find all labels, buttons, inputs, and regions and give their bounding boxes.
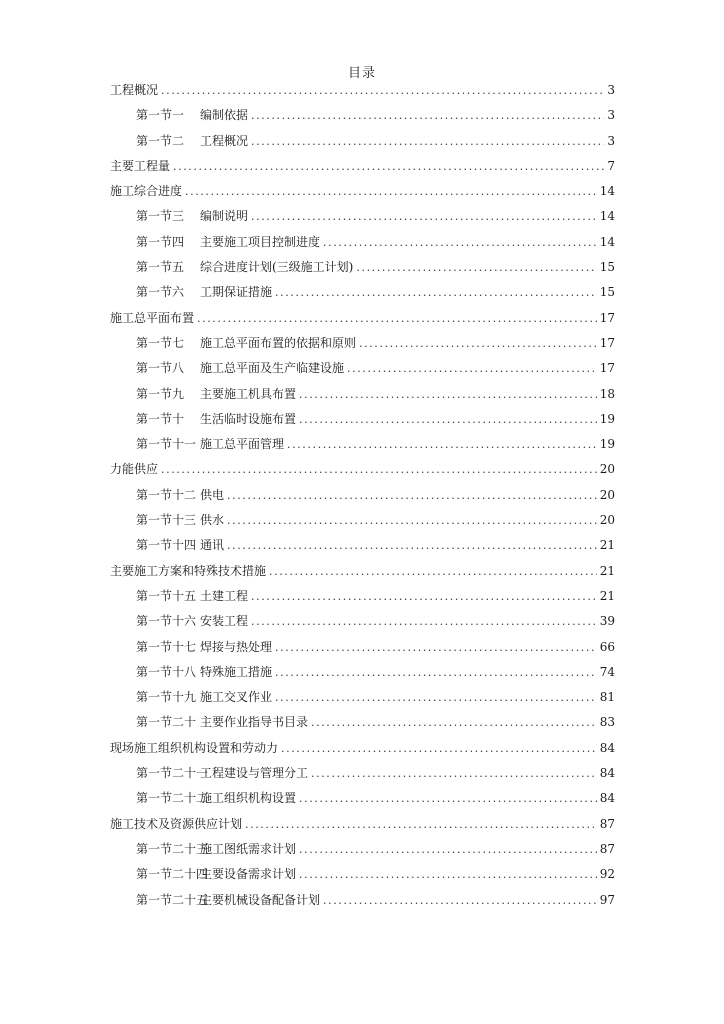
toc-entry-title: 特殊施工措施 [200, 664, 273, 679]
toc-section-number: 第一节四 [136, 234, 185, 249]
toc-title: 目录 [347, 66, 376, 81]
toc-page-number: 21 [599, 563, 615, 578]
toc-entry-title: 焊接与热处理 [200, 639, 273, 654]
toc-section-entry[interactable] [110, 839, 615, 864]
toc-section-number: 第一节十六 [136, 614, 197, 629]
toc-dot-leader [227, 486, 597, 506]
toc-dot-leader [251, 612, 597, 632]
toc-entry-title: 主要施工机具布置 [200, 386, 297, 401]
toc-page-number: 39 [599, 614, 615, 629]
toc-page-number: 3 [607, 133, 615, 148]
toc-chapter-entry[interactable] [110, 459, 615, 484]
toc-entry-title: 工程概况 [110, 83, 159, 97]
toc-entry-title: 生活临时设施布置 [200, 411, 297, 426]
toc-entry-title: 施工技术及资源供应计划 [110, 816, 243, 831]
toc-dot-leader [227, 536, 597, 556]
toc-page-number: 84 [599, 740, 615, 755]
toc-dot-leader [251, 106, 604, 126]
toc-section-entry[interactable] [110, 535, 615, 560]
toc-entry-title: 施工综合进度 [110, 184, 183, 199]
toc-section-entry[interactable] [110, 763, 615, 788]
toc-page-number: 17 [599, 361, 615, 376]
toc-entry-title: 供水 [200, 513, 225, 528]
toc-dot-leader [356, 258, 596, 278]
toc-page-number: 17 [599, 310, 615, 325]
toc-page-number: 83 [599, 715, 615, 730]
toc-section-number: 第一节二十四 [136, 867, 209, 882]
toc-section-number: 第一节十八 [136, 664, 197, 679]
toc-section-entry[interactable] [110, 105, 615, 130]
toc-dot-leader [275, 663, 597, 683]
toc-entry-title: 施工总平面及生产临建设施 [200, 361, 345, 376]
toc-section-number: 第一节十五 [136, 588, 197, 603]
toc-entry-title: 编制说明 [200, 209, 249, 224]
toc-section-number: 第一节十九 [136, 690, 197, 705]
toc-chapter-entry[interactable] [110, 738, 615, 763]
toc-dot-leader [227, 511, 597, 531]
toc-page-number: 97 [599, 892, 615, 907]
toc-section-number: 第一节二 [136, 133, 185, 148]
toc-dot-leader [299, 385, 597, 405]
toc-page-number: 15 [599, 285, 615, 300]
toc-section-entry[interactable] [110, 257, 615, 282]
toc-section-entry[interactable] [110, 890, 615, 915]
toc-chapter-entry[interactable] [110, 80, 615, 105]
toc-page-number: 7 [607, 158, 615, 173]
toc-dot-leader [251, 207, 597, 227]
toc-page-number: 20 [599, 462, 615, 477]
toc-section-number: 第一节十七 [136, 639, 197, 654]
toc-dot-leader [299, 789, 597, 809]
toc-dot-leader [323, 891, 597, 911]
toc-section-number: 第一节十四 [136, 538, 197, 553]
toc-chapter-entry[interactable] [110, 308, 615, 333]
toc-section-number: 第一节十三 [136, 513, 197, 528]
toc-page-number: 3 [607, 83, 615, 97]
toc-section-entry[interactable] [110, 333, 615, 358]
toc-dot-leader [275, 283, 597, 303]
toc-dot-leader [161, 460, 597, 480]
toc-section-entry[interactable] [110, 611, 615, 636]
toc-entry-title: 施工总平面布置的依据和原则 [200, 335, 357, 350]
toc-dot-leader [275, 638, 597, 658]
toc-dot-leader [299, 840, 597, 860]
toc-section-number: 第一节二十二 [136, 791, 209, 806]
toc-entry-title: 工期保证措施 [200, 285, 273, 300]
toc-page-number: 17 [599, 335, 615, 350]
toc-section-number: 第一节五 [136, 260, 185, 275]
toc-dot-leader [299, 865, 597, 885]
toc-chapter-entry[interactable] [110, 561, 615, 586]
toc-page-number: 20 [599, 487, 615, 502]
toc-dot-leader [251, 587, 597, 607]
toc-entry-title: 力能供应 [110, 462, 159, 477]
toc-page-number: 14 [599, 184, 615, 199]
toc-section-number: 第一节二十一 [136, 766, 209, 781]
toc-dot-leader [323, 233, 597, 253]
toc-section-number: 第一节二十五 [136, 892, 209, 907]
toc-section-entry[interactable] [110, 485, 615, 510]
toc-entry-title: 主要施工方案和特殊技术措施 [110, 563, 267, 578]
toc-page-number: 81 [599, 690, 615, 705]
toc-section-entry[interactable] [110, 712, 615, 737]
toc-dot-leader [251, 132, 604, 152]
toc-section-entry[interactable] [110, 662, 615, 687]
toc-section-entry[interactable] [110, 358, 615, 383]
toc-page-number: 87 [599, 841, 615, 856]
toc-section-entry[interactable] [110, 864, 615, 889]
toc-page-number: 87 [599, 816, 615, 831]
toc-dot-leader [287, 435, 597, 455]
toc-page-number: 14 [599, 209, 615, 224]
toc-page-number: 84 [599, 791, 615, 806]
toc-entry-title: 现场施工组织机构设置和劳动力 [110, 740, 279, 755]
toc-entry-title: 施工总平面布置 [110, 310, 195, 325]
toc-page-number: 74 [599, 664, 615, 679]
toc-section-number: 第一节九 [136, 386, 185, 401]
toc-page-number: 3 [607, 108, 615, 123]
toc-entry-title: 主要作业指导书目录 [200, 715, 309, 730]
toc-entry-title: 综合进度计划(三级施工计划) [200, 260, 354, 275]
toc-page-number: 21 [599, 538, 615, 553]
toc-section-number: 第一节十 [136, 411, 185, 426]
toc-section-number: 第一节七 [136, 335, 185, 350]
toc-dot-leader [299, 410, 597, 430]
toc-section-entry[interactable] [110, 131, 615, 156]
toc-entry-title: 施工总平面管理 [200, 437, 285, 452]
toc-section-number: 第一节十二 [136, 487, 197, 502]
toc-dot-leader [359, 334, 597, 354]
toc-section-entry[interactable] [110, 510, 615, 535]
toc-section-number: 第一节八 [136, 361, 185, 376]
toc-chapter-entry[interactable] [110, 156, 615, 181]
toc-section-number: 第一节三 [136, 209, 185, 224]
toc-page-number: 84 [599, 766, 615, 781]
toc-section-number: 第一节二十 [136, 715, 197, 730]
toc-section-entry[interactable] [110, 687, 615, 712]
toc-dot-leader [197, 309, 597, 329]
toc-chapter-entry[interactable] [110, 181, 615, 206]
toc-dot-leader [347, 359, 597, 379]
toc-dot-leader [161, 81, 604, 101]
toc-entry-title: 安装工程 [200, 614, 249, 629]
toc-entry-title: 主要设备需求计划 [200, 867, 297, 882]
toc-dot-leader [281, 739, 597, 759]
toc-page-number: 66 [599, 639, 615, 654]
toc-entry-title: 主要施工项目控制进度 [200, 234, 321, 249]
toc-page-number: 92 [599, 867, 615, 882]
toc-section-entry[interactable] [110, 384, 615, 409]
toc-dot-leader [185, 182, 597, 202]
toc-section-number: 第一节二十三 [136, 841, 209, 856]
toc-dot-leader [269, 562, 597, 582]
toc-entry-title: 土建工程 [200, 588, 249, 603]
toc-page-number: 15 [599, 260, 615, 275]
toc-entry-title: 工程建设与管理分工 [200, 766, 309, 781]
toc-dot-leader [311, 713, 597, 733]
toc-dot-leader [173, 157, 604, 177]
toc-entry-title: 工程概况 [200, 133, 249, 148]
toc-entry-title: 施工组织机构设置 [200, 791, 297, 806]
toc-entry-title: 通讯 [200, 538, 225, 553]
toc-section-entry[interactable] [110, 282, 615, 307]
toc-section-entry[interactable] [110, 409, 615, 434]
toc-page-number: 19 [599, 437, 615, 452]
toc-section-number: 第一节十一 [136, 437, 197, 452]
toc-page-number: 20 [599, 513, 615, 528]
table-of-contents [110, 80, 615, 915]
toc-dot-leader [245, 815, 597, 835]
toc-section-entry[interactable] [110, 788, 615, 813]
toc-page-number: 18 [599, 386, 615, 401]
toc-section-number: 第一节一 [136, 108, 185, 123]
toc-chapter-entry[interactable] [110, 814, 615, 839]
toc-entry-title: 编制依据 [200, 108, 249, 123]
toc-section-number: 第一节六 [136, 285, 185, 300]
toc-entry-title: 主要工程量 [110, 158, 171, 173]
toc-entry-title: 施工交叉作业 [200, 690, 273, 705]
toc-section-entry[interactable] [110, 637, 615, 662]
toc-entry-title: 供电 [200, 487, 225, 502]
toc-page-number: 21 [599, 588, 615, 603]
toc-section-entry[interactable] [110, 586, 615, 611]
toc-page-number: 14 [599, 234, 615, 249]
toc-section-entry[interactable] [110, 232, 615, 257]
toc-section-entry[interactable] [110, 206, 615, 231]
toc-dot-leader [311, 764, 597, 784]
toc-page-number: 19 [599, 411, 615, 426]
toc-section-entry[interactable] [110, 434, 615, 459]
toc-entry-title: 主要机械设备配备计划 [200, 892, 321, 907]
toc-dot-leader [275, 688, 597, 708]
toc-entry-title: 施工图纸需求计划 [200, 841, 297, 856]
